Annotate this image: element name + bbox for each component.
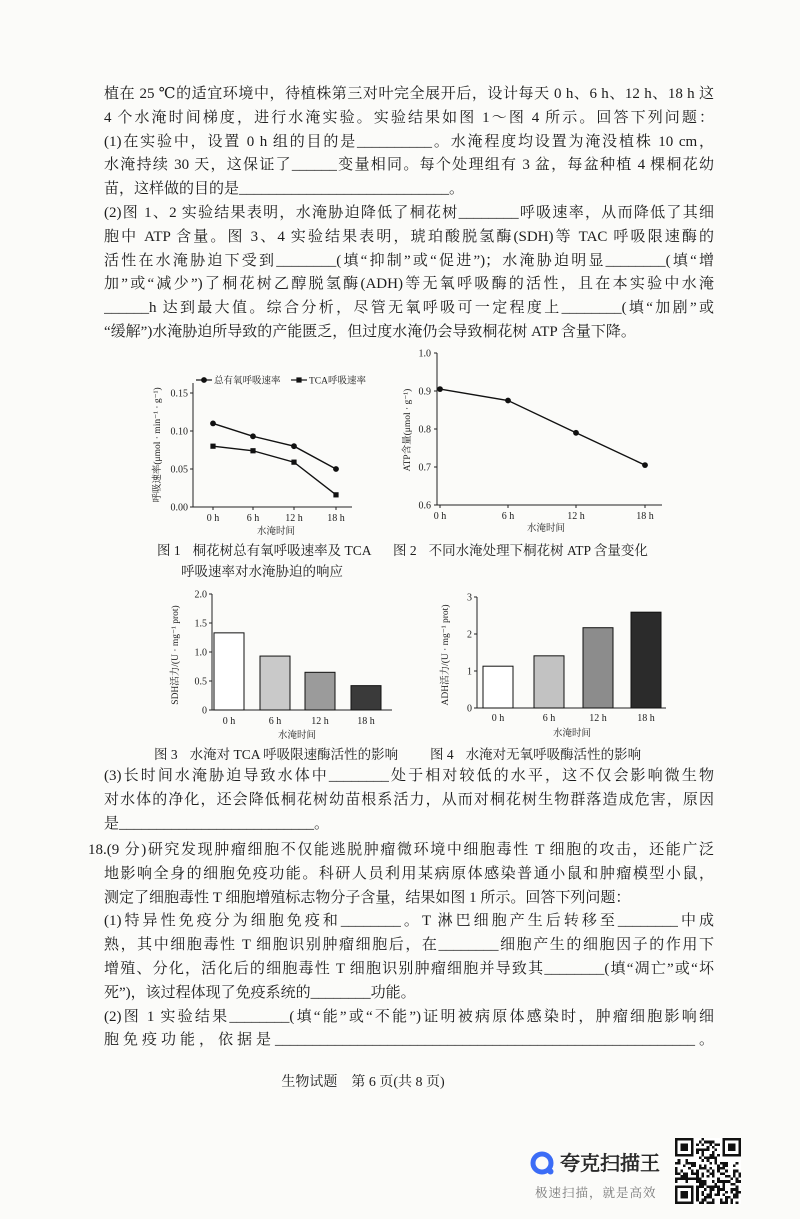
x-tick-label: 18 h bbox=[636, 511, 654, 522]
data-point-6h bbox=[250, 433, 256, 439]
text-line: “缓解”)水淹胁迫所导致的产能匮乏，但过度水淹仍会导致桐花树 ATP 含量下降。 bbox=[104, 323, 636, 340]
data-point-0h bbox=[210, 421, 216, 427]
y-tick-label: 1.0 bbox=[418, 348, 431, 360]
x-tick-label: 0 h bbox=[433, 511, 447, 522]
text-line: (3)长时间水淹胁迫导致水体中________处于相对较低的水平，这不仅会影响微生物 bbox=[104, 768, 714, 784]
x-tick-label: 12 h bbox=[567, 511, 585, 522]
legend-marker bbox=[296, 377, 301, 382]
bar-6h bbox=[534, 656, 564, 708]
footer-page-number: 第 6 页(共 8 页) bbox=[351, 1075, 445, 1090]
bar-18h bbox=[631, 612, 661, 708]
chart-2 bbox=[401, 349, 662, 535]
data-point-0h bbox=[210, 444, 215, 449]
data-point-6h bbox=[505, 398, 511, 404]
text-line: 植在 25 ℃的适宜环境中，待植株第三对叶完全展开后，设计每天 0 h、6 h、12 h、18 h 这 bbox=[104, 86, 714, 102]
x-tick-label: 12 h bbox=[589, 713, 607, 724]
question-17-part-3 bbox=[104, 765, 714, 836]
caption-text: 桐花树总有氧呼吸速率及 TCA bbox=[192, 543, 372, 558]
legend-label: 总有氧呼吸速率 bbox=[214, 376, 281, 387]
y-tick-label: 0.6 bbox=[418, 500, 431, 512]
figure-1-caption bbox=[157, 542, 372, 560]
qr-code-icon bbox=[675, 1138, 741, 1204]
series-line bbox=[213, 446, 336, 495]
y-tick-label: 1.0 bbox=[194, 647, 207, 659]
text-line: 死”)，该过程体现了免疫系统的________功能。 bbox=[104, 984, 416, 1001]
x-tick-label: 6 h bbox=[268, 716, 282, 727]
y-tick-label: 0.8 bbox=[418, 424, 431, 436]
x-tick-label: 12 h bbox=[311, 716, 329, 727]
data-point-6h bbox=[250, 448, 255, 453]
figure-label: 图 2 bbox=[393, 543, 417, 558]
y-tick-label: 0.5 bbox=[194, 676, 207, 688]
data-point-12h bbox=[573, 430, 579, 436]
figure-4-caption bbox=[430, 746, 641, 764]
y-axis-title: ATP含量(μmol · g⁻¹) bbox=[403, 388, 413, 472]
data-point-18h bbox=[333, 492, 338, 497]
x-tick-label: 6 h bbox=[501, 511, 515, 522]
page-footer bbox=[0, 1071, 726, 1091]
caption-text: 不同水淹处理下桐花树 ATP 含量变化 bbox=[428, 543, 648, 558]
y-tick-label: 0 bbox=[202, 705, 207, 717]
text-line: 对水体的净化，还会降低桐花树幼苗根系活力，从而对桐花树生物群落造成危害，原因 bbox=[104, 791, 714, 808]
series-1 bbox=[437, 386, 648, 468]
figure-2-caption bbox=[393, 542, 648, 560]
y-tick-label: 1 bbox=[467, 666, 472, 678]
data-point-12h bbox=[291, 460, 296, 465]
data-point-18h bbox=[333, 466, 339, 472]
x-tick-label: 0 h bbox=[222, 716, 236, 727]
text-line: 胞中 ATP 含量。图 3、4 实验结果表明，琥珀酸脱氢酶(SDH)等 TAC 呼吸限速酶的 bbox=[104, 228, 714, 245]
legend-label: TCA呼吸速率 bbox=[309, 376, 367, 387]
question-18-text bbox=[88, 839, 714, 1053]
y-tick-label: 0.9 bbox=[418, 386, 431, 398]
text-line: (1)特异性免疫分为细胞免疫和________。T 淋巴细胞产生后转移至________中成 bbox=[104, 913, 714, 930]
x-axis-title: 水淹时间 bbox=[526, 524, 566, 534]
bar-0h bbox=[214, 633, 244, 710]
y-axis-title: SDH活力/(U · mg⁻¹ prot) bbox=[171, 605, 181, 705]
question-17-text bbox=[104, 83, 714, 345]
x-axis-title: 水淹时间 bbox=[552, 729, 592, 739]
y-axis-title: 呼吸速率(μmol · min⁻¹ · g⁻¹) bbox=[153, 387, 163, 503]
bar-18h bbox=[351, 686, 381, 710]
legend bbox=[196, 374, 367, 386]
text-line: (2)图 1 实验结果________(填“能”或“不能”)证明被病原体感染时，肿瘤细胞影响细 bbox=[104, 1008, 714, 1025]
bar-6h bbox=[260, 656, 290, 710]
y-tick-label: 0.05 bbox=[170, 464, 188, 476]
series-line bbox=[213, 423, 336, 469]
series-line bbox=[440, 389, 645, 465]
x-tick-label: 6 h bbox=[542, 713, 556, 724]
watermark-brand: 夸克扫描王 bbox=[560, 1151, 660, 1175]
figure-label: 图 3 bbox=[154, 747, 178, 762]
text-line: 加”或“减少”)了桐花树乙醇脱氢酶(ADH)等无氧呼吸酶的活性，且在本实验中水淹 bbox=[104, 276, 714, 293]
chart-1 bbox=[151, 374, 367, 537]
x-tick-label: 12 h bbox=[285, 513, 303, 524]
bar-0h bbox=[483, 666, 513, 708]
text-line: ______h 达到最大值。综合分析，尽管无氧呼吸可一定程度上________(填“加剧”或 bbox=[104, 300, 714, 317]
x-tick-label: 0 h bbox=[491, 713, 505, 724]
bar-12h bbox=[583, 628, 613, 708]
y-tick-label: 0.7 bbox=[418, 462, 431, 474]
x-tick-label: 18 h bbox=[357, 716, 375, 727]
figure-1-caption-line-2 bbox=[181, 563, 343, 581]
figure-3-caption bbox=[154, 746, 398, 764]
x-tick-label: 18 h bbox=[327, 513, 345, 524]
data-point-0h bbox=[437, 386, 443, 392]
x-tick-label: 6 h bbox=[246, 513, 260, 524]
watermark-slogan: 极速扫描，就是高效 bbox=[535, 1185, 657, 1200]
y-tick-label: 0 bbox=[467, 703, 472, 715]
question-18-header-line: 18.(9 分)研究发现肿瘤细胞不仅能逃脱肿瘤微环境中细胞毒性 T 细胞的攻击，还能广泛 bbox=[88, 842, 714, 858]
caption-text: 呼吸速率对水淹胁迫的响应 bbox=[181, 564, 343, 579]
text-line: 地影响全身的细胞免疫功能。科研人员利用某病原体感染普通小鼠和肿瘤模型小鼠， bbox=[104, 865, 714, 882]
text-line: (1)在实验中，设置 0 h 组的目的是__________。水淹程度均设置为淹没植株 10 cm， bbox=[104, 133, 714, 150]
y-tick-label: 2 bbox=[467, 629, 472, 641]
text-line: 胞免疫功能，依据是________________________________________________________。 bbox=[104, 1032, 714, 1049]
footer-subject: 生物试题 bbox=[281, 1075, 338, 1090]
text-line: (2)图 1、2 实验结果表明，水淹胁迫降低了桐花树________呼吸速率，从而降低了其细 bbox=[104, 204, 714, 221]
quark-logo-icon bbox=[529, 1150, 555, 1176]
caption-text: 水淹对 TCA 呼吸限速酶活性的影响 bbox=[189, 747, 399, 762]
text-line: 增殖、分化，活化后的细胞毒性 T 细胞识别肿瘤细胞并导致其________(填“凋亡”或“坏 bbox=[104, 960, 714, 977]
chart-4 bbox=[439, 593, 666, 740]
figure-label: 图 1 bbox=[157, 543, 181, 558]
y-tick-label: 1.5 bbox=[194, 618, 207, 630]
caption-text: 水淹对无氧呼吸酶活性的影响 bbox=[465, 747, 642, 762]
x-tick-label: 18 h bbox=[637, 713, 655, 724]
x-tick-label: 0 h bbox=[206, 513, 220, 524]
text-line: 测定了细胞毒性 T 细胞增殖标志物分子含量，结果如图 1 所示。回答下列问题： bbox=[104, 889, 631, 906]
text-line: 苗，这样做的目的是____________________________。 bbox=[104, 181, 465, 198]
text-line: 水淹持续 30 天，这保证了______变量相同。每个处理组有 3 盆，每盆种植 4 棵桐花幼 bbox=[104, 157, 714, 174]
data-point-12h bbox=[291, 443, 297, 449]
text-line: 4 个水淹时间梯度，进行水淹实验。实验结果如图 1～图 4 所示。回答下列问题： bbox=[104, 109, 714, 126]
bar-12h bbox=[305, 672, 335, 710]
text-line: 活性在水淹胁迫下受到________(填“抑制”或“促进”)；水淹胁迫明显________(填“增 bbox=[104, 252, 714, 269]
series-2 bbox=[210, 444, 338, 498]
y-axis-title: ADH活力/(U · mg⁻¹ prot) bbox=[441, 604, 451, 706]
y-tick-label: 2.0 bbox=[194, 589, 207, 601]
chart-3 bbox=[169, 590, 392, 742]
x-axis-title: 水淹时间 bbox=[277, 731, 317, 741]
text-line: 熟，其中细胞毒性 T 细胞识别肿瘤细胞后，在________细胞产生的细胞因子的作用下 bbox=[104, 937, 714, 954]
y-tick-label: 3 bbox=[467, 592, 472, 604]
y-tick-label: 0.10 bbox=[170, 426, 188, 438]
legend-marker bbox=[201, 377, 207, 383]
y-tick-label: 0.00 bbox=[170, 502, 188, 514]
data-point-18h bbox=[642, 462, 648, 468]
series-1 bbox=[210, 421, 339, 472]
text-line: 是__________________________。 bbox=[104, 815, 330, 832]
y-tick-label: 0.15 bbox=[170, 388, 188, 400]
figure-label: 图 4 bbox=[430, 747, 454, 762]
x-axis-title: 水淹时间 bbox=[256, 527, 296, 537]
